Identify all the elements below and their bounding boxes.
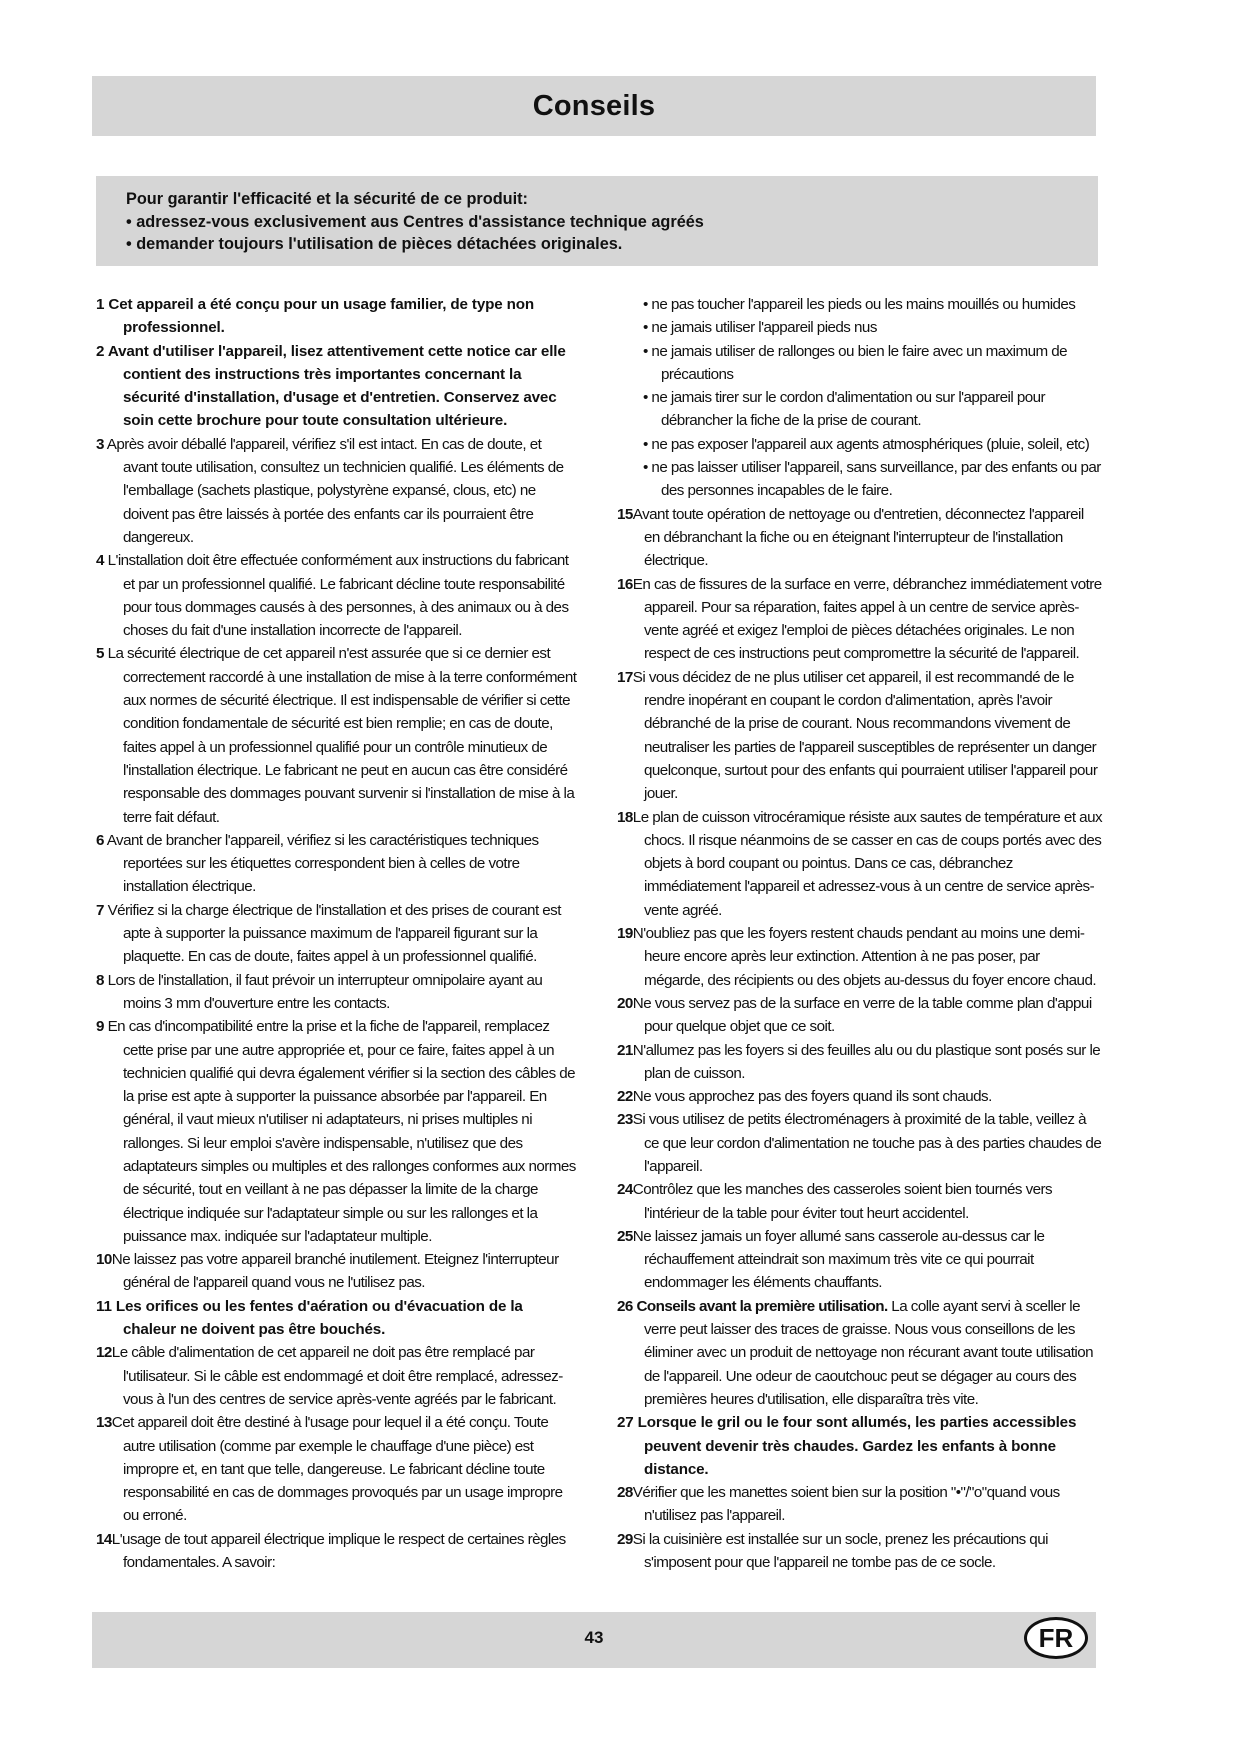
- advice-item-16: 16En cas de fissures de la surface en verre, débranchez immédiatement votre appareil. Pour sa réparation, faites appel à un centre de service après-vente agréé et exigez l'emploi de pièces détachées originales. Le non respect de ces instructions peut compromettre la sécurité de l'appareil.: [617, 575, 1102, 663]
- advice-item-26: 26 Conseils avant la première utilisation. La colle ayant servi à sceller le verre peut laisser des traces de graisse. Nous vous conseillons de les éliminer avec un produit de nettoyage non récurant avant toute utilisation de l'appareil. Une odeur de caoutchouc peut se dégager au cours des premières heures d'utilisation, elle disparaîtra très vite.: [617, 1297, 1093, 1408]
- advice-item-13: 13Cet appareil doit être destiné à l'usage pour lequel il a été conçu. Toute autre utilisation (comme par exemple le chauffage d'une pièce) est impropre et, en tant que telle, dangereuse. Le fabricant décline toute responsabilité en cas de dommages provoqués par un usage impropre ou erroné.: [96, 1414, 563, 1525]
- safety-notice: [96, 176, 1098, 266]
- language-badge: FR: [1024, 1617, 1088, 1659]
- advice-item-15: 15Avant toute opération de nettoyage ou d'entretien, déconnectez l'appareil en débranchant la fiche ou en éteignant l'interrupteur de l'installation électrique.: [617, 505, 1084, 570]
- advice-item-17: 17Si vous décidez de ne plus utiliser cet appareil, il est recommandé de le rendre inopérant en coupant le cordon d'alimentation, après l'avoir débranché de la prise de courant. Nous recommandons vivement de neutraliser les parties de l'appareil susceptibles de représenter un danger quelconque, surtout pour des enfants qui pourraient utiliser l'appareil pour jouer.: [617, 668, 1098, 803]
- rule-bullet: • ne jamais utiliser de rallonges ou bien le faire avec un maximum de précautions: [643, 342, 1068, 383]
- advice-item-7: 7 Vérifiez si la charge électrique de l'installation et des prises de courant est apte à supporter la puissance maximum de l'appareil figurant sur la plaquette. En cas de doute, faites appel à un professionnel qualifié.: [96, 901, 561, 966]
- title-bar: [92, 76, 1096, 136]
- advice-item-5: 5 La sécurité électrique de cet appareil n'est assurée que si ce dernier est correctement raccordé à une installation de mise à la terre conformément aux normes de sécurité électrique. Il est indispensable de vérifier si cette condition fondamentale de sécurité est bien remplie; en cas de doute, faites appel à un professionnel qualifié pour un contrôle minutieux de l'installation électrique. Le fabricant ne peut en aucun cas être considéré responsable des dommages pouvant survenir si l'installation de mise à la terre fait défaut.: [96, 645, 577, 826]
- notice-line: Pour garantir l'efficacité et la sécurité de ce produit:: [126, 190, 528, 208]
- notice-line: • adressez-vous exclusivement aus Centres d'assistance technique agréés: [126, 212, 704, 231]
- advice-item-3: 3 Après avoir déballé l'appareil, vérifiez s'il est intact. En cas de doute, et avant toute utilisation, consultez un technicien qualifié. Les éléments de l'emballage (sachets plastique, polystyrène expansé, clous, etc) ne doivent pas être laissés à portée des enfants car ils pourraient être dangereux.: [96, 435, 564, 546]
- advice-item-19: 19N'oubliez pas que les foyers restent chauds pendant au moins une demi-heure encore après leur extinction. Attention à ne pas poser, par mégarde, des récipients ou des objets au-dessus du foyer encore chaud.: [617, 925, 1097, 989]
- notice-line: • demander toujours l'utilisation de pièces détachées originales.: [126, 235, 623, 253]
- advice-item-6: 6 Avant de brancher l'appareil, vérifiez si les caractéristiques techniques reportées sur les étiquettes correspondent bien à celles de votre installation électrique.: [96, 831, 539, 896]
- advice-item-24: 24Contrôlez que les manches des casseroles soient bien tournés vers l'intérieur de la table pour éviter tout heurt accidentel.: [617, 1181, 1053, 1222]
- advice-item-10: 10Ne laissez pas votre appareil branché inutilement. Eteignez l'interrupteur général de l'appareil quand vous ne l'utilisez pas.: [96, 1251, 559, 1292]
- advice-item-26-lead: Conseils avant la première utilisation.: [636, 1297, 888, 1315]
- advice-item-25: 25Ne laissez jamais un foyer allumé sans casserole au-dessus car le réchauffement atteindrait son maximum très vite ce qui pourrait endommager les éléments chauffants.: [617, 1227, 1045, 1292]
- footer-bar: [92, 1612, 1096, 1668]
- rule-bullet: • ne pas laisser utiliser l'appareil, sans surveillance, par des enfants ou par des personnes incapables de le faire.: [643, 459, 1101, 500]
- advice-item-8: 8 Lors de l'installation, il faut prévoir un interrupteur omnipolaire ayant au moins 3 mm d'ouverture entre les contacts.: [96, 971, 543, 1012]
- advice-item-9: 9 En cas d'incompatibilité entre la prise et la fiche de l'appareil, remplacez cette prise par une autre appropriée et, pour ce faire, faites appel à un technicien qualifié qui devra également vérifier si la section des câbles de la prise est apte à supporter la puissance absorbée par l'appareil. En général, il vaut mieux n'utiliser ni adaptateurs, ni prises multiples ni rallonges. Si leur emploi s'avère indispensable, n'utilisez que des adaptateurs simples ou multiples et des rallonges conformes aux normes de sécurité, tout en veillant à ne pas dépasser la limite de la charge électrique indiquée sur l'adaptateur simple ou sur les rallonges et la puissance max. indiquée sur l'adaptateur multiple.: [96, 1018, 576, 1245]
- advice-item-23: 23Si vous utilisez de petits électroménagers à proximité de la table, veillez à ce que leur cordon d'alimentation ne touche pas à des parties chaudes de l'appareil.: [617, 1111, 1102, 1175]
- advice-item-4: 4 L'installation doit être effectuée conformément aux instructions du fabricant et par un professionnel qualifié. Le fabricant décline toute responsabilité pour tous dommages causés à des personnes, à des animaux ou à des choses du fait d'une installation incorrecte de l'appareil.: [96, 552, 569, 640]
- advice-item-29: 29Si la cuisinière est installée sur un socle, prenez les précautions qui s'imposent pour que l'appareil ne tombe pas de ce socle.: [617, 1530, 1048, 1572]
- advice-item-22: 22Ne vous approchez pas des foyers quand ils sont chauds.: [617, 1088, 992, 1106]
- right-column: [617, 293, 1102, 1574]
- rule-bullet: • ne pas exposer l'appareil aux agents atmosphériques (pluie, soleil, etc): [643, 435, 1090, 453]
- advice-item-12: 12Le câble d'alimentation de cet appareil ne doit pas être remplacé par l'utilisateur. Si le câble est endommagé et doit être remplacé, adressez-vous à l'un des centres de service après-vente agréés par le fabricant.: [96, 1344, 563, 1408]
- advice-item-27: 27 Lorsque le gril ou le four sont allumés, les parties accessibles peuvent devenir très chaudes. Gardez les enfants à bonne distance.: [617, 1414, 1077, 1478]
- left-column: [96, 293, 578, 1574]
- advice-item-11: 11 Les orifices ou les fentes d'aération ou d'évacuation de la chaleur ne doivent pas être bouchés.: [96, 1297, 523, 1339]
- advice-item-21: 21N'allumez pas les foyers si des feuilles alu ou du plastique sont posés sur le plan de cuisson.: [617, 1041, 1101, 1082]
- rule-bullet: • ne jamais utiliser l'appareil pieds nus: [643, 319, 877, 337]
- advice-item-18: 18Le plan de cuisson vitrocéramique résiste aux sautes de température et aux chocs. Il risque néanmoins de se casser en cas de coups portés avec des objets à bord coupant ou pointus. Dans ce cas, débranchez immédiatement l'appareil et adressez-vous à un centre de service après-vente agréé.: [617, 808, 1103, 919]
- advice-item-2: 2 Avant d'utiliser l'appareil, lisez attentivement cette notice car elle contient des instructions très importantes concernant la sécurité d'installation, d'usage et d'entretien. Conservez avec soin cette brochure pour toute consultation ultérieure.: [96, 342, 566, 430]
- advice-item-20: 20Ne vous servez pas de la surface en verre de la table comme plan d'appui pour quelque objet que ce soit.: [617, 994, 1092, 1036]
- advice-item-14: 14L'usage de tout appareil électrique implique le respect de certaines règles fondamentales. A savoir:: [96, 1530, 566, 1572]
- advice-item-1: 1 Cet appareil a été conçu pour un usage familier, de type non professionnel.: [96, 296, 535, 337]
- page-number: 43: [584, 1628, 604, 1647]
- rule-bullet: • ne pas toucher l'appareil les pieds ou les mains mouillés ou humides: [643, 296, 1076, 313]
- rule-bullet: • ne jamais tirer sur le cordon d'alimentation ou sur l'appareil pour débrancher la fiche de la prise de courant.: [643, 389, 1046, 430]
- advice-item-28: 28Vérifier que les manettes soient bien sur la position "•"/"o"quand vous n'utilisez pas l'appareil.: [617, 1484, 1060, 1525]
- page-title: Conseils: [532, 89, 656, 122]
